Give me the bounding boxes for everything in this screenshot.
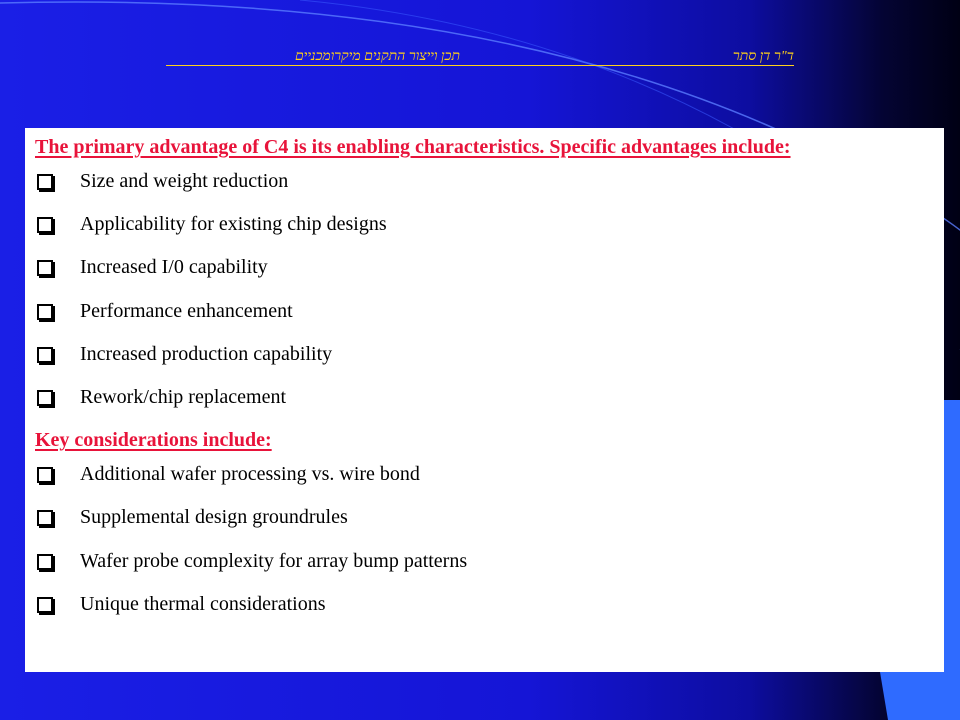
checkbox-bullet-icon <box>37 174 53 190</box>
header-underline <box>166 65 794 66</box>
considerations-heading: Key considerations include: <box>35 429 272 452</box>
list-item <box>35 168 934 195</box>
list-item <box>35 298 934 325</box>
checkbox-bullet-icon <box>37 597 53 613</box>
decorative-block-bottom <box>880 672 944 720</box>
list-item <box>35 341 934 368</box>
header-course-title: תכן וייצור התקנים מיקרומכניים <box>294 49 460 64</box>
list-item <box>35 254 934 281</box>
list-item-label: Supplemental design groundrules <box>80 506 348 529</box>
checkbox-bullet-icon <box>37 347 53 363</box>
checkbox-bullet-icon <box>37 260 53 276</box>
checkbox-bullet-icon <box>37 510 53 526</box>
considerations-list <box>35 461 934 618</box>
list-item-label: Increased production capability <box>80 342 333 365</box>
list-item <box>35 591 934 618</box>
advantages-heading: The primary advantage of C4 is its enabling characteristics. Specific advantages include: <box>35 136 791 158</box>
checkbox-bullet-icon <box>37 390 53 406</box>
list-item <box>35 211 934 238</box>
checkbox-bullet-icon <box>37 467 53 483</box>
list-item <box>35 504 934 531</box>
list-item <box>35 461 934 488</box>
checkbox-bullet-icon <box>37 554 53 570</box>
list-item-label: Increased I/0 capability <box>80 256 268 279</box>
list-item <box>35 384 934 411</box>
list-item-label: Additional wafer processing vs. wire bond <box>80 463 420 486</box>
advantages-list <box>35 168 934 411</box>
header-author: ד"ר דן סתר <box>732 49 794 64</box>
decorative-block-right <box>944 400 960 720</box>
list-item-label: Size and weight reduction <box>80 170 289 192</box>
checkbox-bullet-icon <box>37 304 53 320</box>
list-item-label: Rework/chip replacement <box>80 385 287 408</box>
content-panel <box>25 128 944 672</box>
list-item-label: Performance enhancement <box>80 299 293 322</box>
checkbox-bullet-icon <box>37 217 53 233</box>
list-item-label: Unique thermal considerations <box>80 592 326 615</box>
list-item <box>35 548 934 575</box>
list-item-label: Applicability for existing chip designs <box>80 213 387 236</box>
list-item-label: Wafer probe complexity for array bump patterns <box>80 549 468 572</box>
slide-header <box>166 49 794 71</box>
